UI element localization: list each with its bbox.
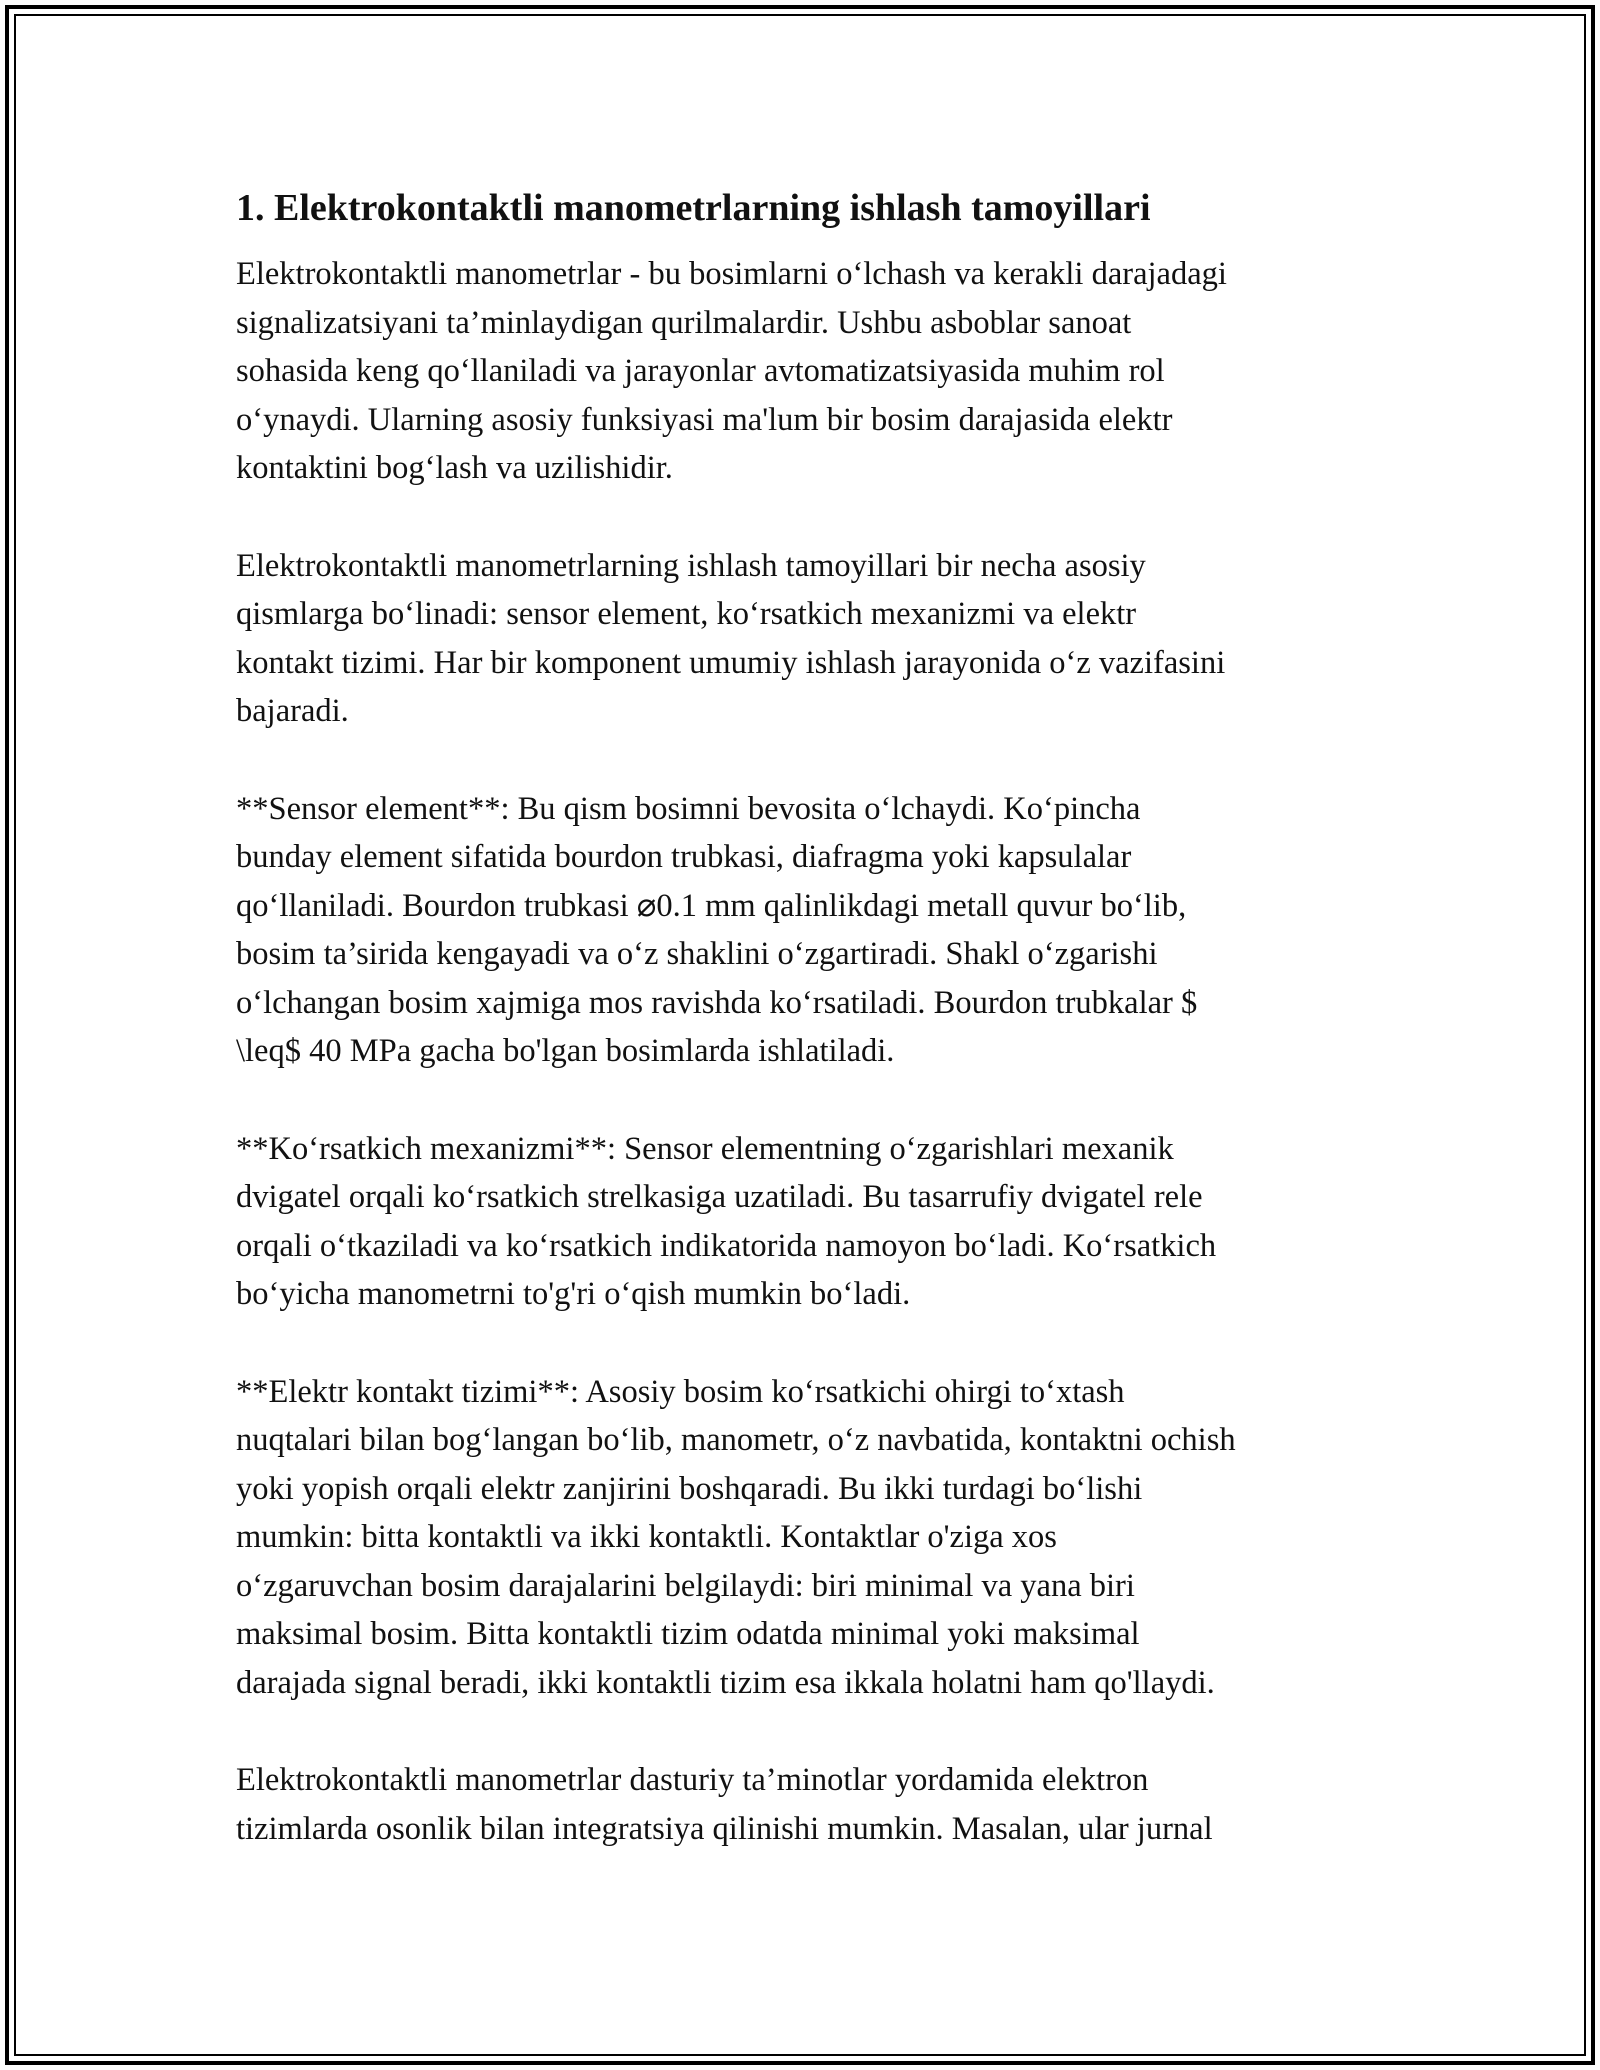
text-line: yoki yopish orqali elektr zanjirini boshqaradi. Bu ikki turdagi bo‘lishi	[236, 1470, 1143, 1507]
text-line: maksimal bosim. Bitta kontaktli tizim odatda minimal yoki maksimal	[236, 1616, 1140, 1652]
text-line: bo‘yicha manometrni to'g'ri o‘qish mumkin bo‘ladi.	[236, 1276, 911, 1312]
text-line: bunday element sifatida bourdon trubkasi, diafragma yoki kapsulalar	[236, 839, 1132, 875]
body-paragraph	[236, 250, 1376, 493]
text-line: signalizatsiyani ta’minlaydigan qurilmalardir. Ushbu asboblar sanoat	[236, 304, 1132, 341]
text-line: tizimlarda osonlik bilan integratsiya qilinishi mumkin. Masalan, ular jurnal	[236, 1810, 1213, 1847]
text-line: **Elektr kontakt tizimi**: Asosiy bosim ko‘rsatkichi ohirgi to‘xtash	[236, 1373, 1125, 1410]
text-line: o‘lchangan bosim xajmiga mos ravishda ko‘rsatiladi. Bourdon trubkalar $	[236, 984, 1198, 1021]
text-line: sohasida keng qo‘llaniladi va jarayonlar avtomatizatsiyasida muhim rol	[236, 353, 1165, 389]
document-title: 1. Elektrokontaktli manometrlarning ishlash tamoyillari	[236, 187, 1151, 229]
text-line: nuqtalari bilan bog‘langan bo‘lib, manometr, o‘z navbatida, kontaktni ochish	[236, 1422, 1236, 1458]
text-line: Elektrokontaktli manometrlar - bu bosimlarni o‘lchash va kerakli darajadagi	[236, 256, 1227, 292]
text-line: orqali o‘tkaziladi va ko‘rsatkich indikatorida namoyon bo‘ladi. Ko‘rsatkich	[236, 1227, 1217, 1264]
text-line: kontaktini bog‘lash va uzilishidir.	[236, 450, 673, 486]
body-paragraph	[236, 1125, 1376, 1319]
text-line: **Ko‘rsatkich mexanizmi**: Sensor elementning o‘zgarishlari mexanik	[236, 1130, 1174, 1167]
text-line: mumkin: bitta kontaktli va ikki kontaktli. Kontaktlar o'ziga xos	[236, 1519, 1057, 1555]
text-line: bajaradi.	[236, 693, 349, 729]
text-line: qismlarga bo‘linadi: sensor element, ko‘rsatkich mexanizmi va elektr	[236, 596, 1137, 632]
body-paragraph	[236, 1368, 1376, 1708]
text-line: bosim ta’sirida kengayadi va o‘z shaklini o‘zgartiradi. Shakl o‘zgarishi	[236, 936, 1158, 972]
text-line: o‘zgaruvchan bosim darajalarini belgilaydi: biri minimal va yana biri	[236, 1567, 1135, 1604]
body-paragraph	[236, 785, 1376, 1076]
document-body	[236, 184, 1376, 1902]
body-paragraph	[236, 1756, 1376, 1853]
text-line: o‘ynaydi. Ularning asosiy funksiyasi ma'lum bir bosim darajasida elektr	[236, 401, 1173, 438]
paragraph-list	[236, 250, 1376, 1853]
body-paragraph	[236, 542, 1376, 736]
text-line: **Sensor element**: Bu qism bosimni bevosita o‘lchaydi. Ko‘pincha	[236, 790, 1141, 827]
text-line: \leq$ 40 MPa gacha bo'lgan bosimlarda ishlatiladi.	[236, 1033, 895, 1069]
text-line: dvigatel orqali ko‘rsatkich strelkasiga uzatiladi. Bu tasarrufiy dvigatel rele	[236, 1179, 1203, 1215]
text-line: Elektrokontaktli manometrlar dasturiy ta’minotlar yordamida elektron	[236, 1762, 1149, 1798]
text-line: darajada signal beradi, ikki kontaktli tizim esa ikkala holatni ham qo'llaydi.	[236, 1664, 1215, 1701]
text-line: Elektrokontaktli manometrlarning ishlash tamoyillari bir necha asosiy	[236, 547, 1146, 584]
text-line: qo‘llaniladi. Bourdon trubkasi ⌀0.1 mm qalinlikdagi metall quvur bo‘lib,	[236, 887, 1187, 924]
text-line: kontakt tizimi. Har bir komponent umumiy ishlash jarayonida o‘z vazifasini	[236, 644, 1226, 681]
